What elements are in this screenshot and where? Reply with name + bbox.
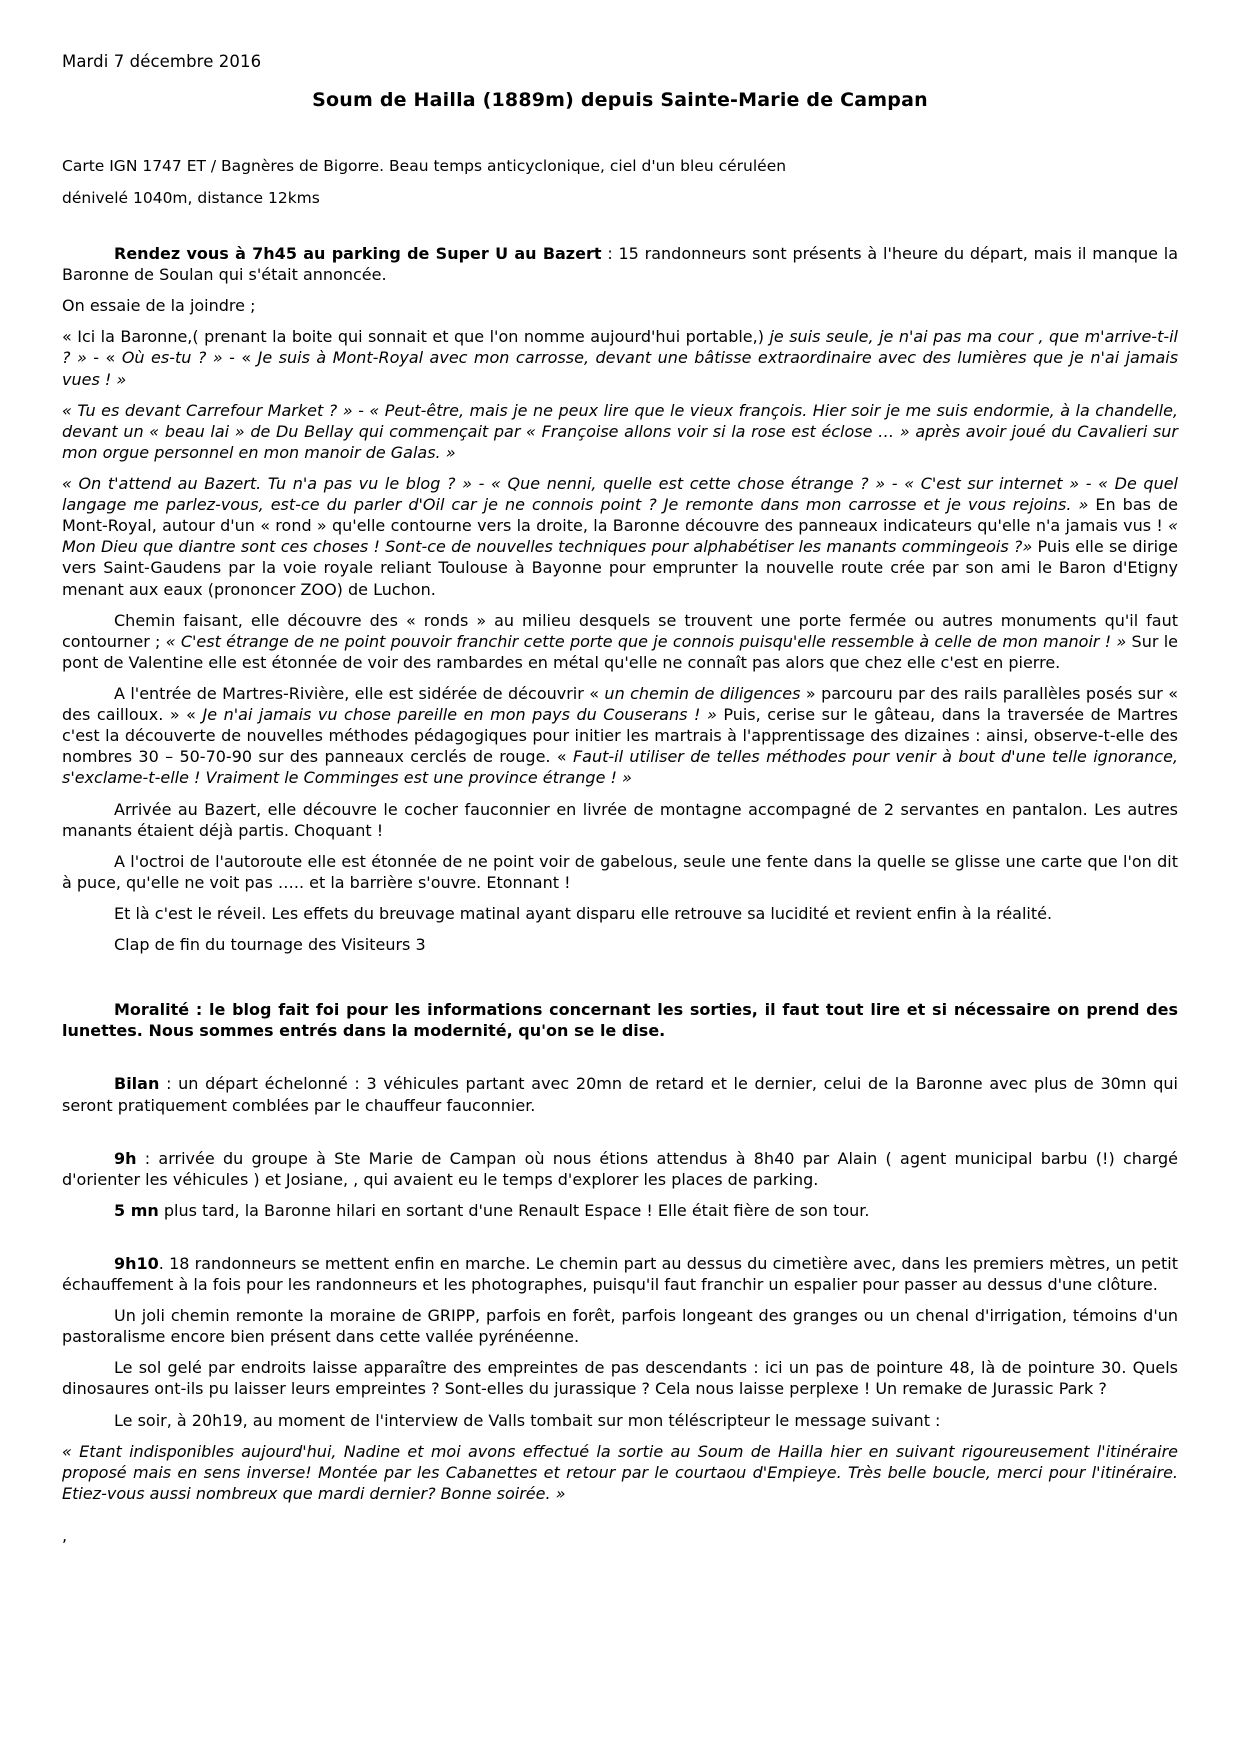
document-date: Mardi 7 décembre 2016 <box>62 52 262 71</box>
dialogue1-c: - « <box>86 348 122 368</box>
paragraph-empreintes: Le sol gelé par endroits laisse apparaître des empreintes de pas descendants : ici un pas de pointure 48, là de pointure 30. Quels dinosaures ont-ils pu laisser leurs empreintes ? Sont-elles du jurassique ? Cela nous laisse perplexe ! Un remake de Jurassic Park ? <box>62 1358 1178 1399</box>
chemin-a: Chemin faisant, elle découvre des « ronds » au milieu desquels se trouvent une porte fermée ou autres monuments qu'il faut contourner ; <box>62 610 1178 651</box>
rendezvous-rest: : 15 randonneurs sont présents à l'heure du départ, mais il manque la Baronne de Soulan qui s'était annoncée. <box>62 244 1179 285</box>
document-meta <box>62 157 1178 207</box>
paragraph-joindre: On essaie de la joindre ; <box>62 296 256 316</box>
moralite-rest: : le blog fait foi pour les informations concernant les sorties, il faut tout lire et si nécessaire on prend des lunettes. Nous sommes entrés dans la modernité, qu'on se le dise. <box>62 1000 1178 1041</box>
paragraph-martres <box>62 683 1178 789</box>
paragraph-telescripteur: Le soir, à 20h19, au moment de l'interview de Valls tombait sur mon téléscripteur le message suivant : <box>114 1410 941 1430</box>
rendezvous-lead: Rendez vous à 7h45 au parking de Super U au Bazert <box>114 244 602 263</box>
paragraph-reveil: Et là c'est le réveil. Les effets du breuvage matinal ayant disparu elle retrouve sa lucidité et revient enfin à la réalité. <box>114 903 1053 923</box>
document-title: Soum de Hailla (1889m) depuis Sainte-Marie de Campan <box>312 89 928 111</box>
trailing-comma: , <box>62 1526 68 1546</box>
dialogue1-a: « Ici la Baronne,( prenant la boite qui sonnait et que l'on nomme aujourd'hui portable,) <box>62 327 770 347</box>
time-9h10-lead: 9h10 <box>114 1253 159 1273</box>
paragraph-rendezvous <box>62 243 1178 285</box>
time-9h-lead: 9h <box>114 1148 137 1168</box>
bilan-lead: Bilan <box>114 1074 160 1094</box>
martres-f: Faut-il utiliser de telles méthodes pour venir à bout d'une telle ignorance, s'exclame-t-elle ! Vraiment le Comminges est une province étrange ! » <box>62 747 1179 788</box>
paragraph-moralite <box>62 999 1178 1041</box>
time-9h10-rest: . 18 randonneurs se mettent enfin en marche. Le chemin part au dessus du cimetière avec, dans les premiers mètres, un petit échauffement à la fois pour les randonneurs et les photographes, puisqu'il faut franchir un espalier pour passer au dessus d'une clôture. <box>62 1253 1178 1295</box>
paragraph-octroi: A l'octroi de l'autoroute elle est étonnée de ne point voir de gabelous, seule une fente dans la quelle se glisse une carte que l'on dit à puce, qu'elle ne voit pas ….. et la barrière s'ouvre. Etonnant ! <box>62 851 1178 892</box>
moralite-lead: Moralité <box>114 1000 190 1020</box>
time-5mn-lead: 5 mn <box>114 1200 159 1220</box>
spacer-before-9h10 <box>62 1231 1178 1253</box>
spacer-before-bilan <box>62 1051 1178 1073</box>
meta-line-stats: dénivelé 1040m, distance 12kms <box>62 189 320 207</box>
dialogue3-c: « Mon Dieu que diantre sont ces choses ! Sont-ce de nouvelles techniques pour alphabétiser les manants commingeois ?» <box>62 516 1178 557</box>
dialogue1-e: - « <box>222 348 258 368</box>
paragraph-dialogue-3 <box>62 473 1178 600</box>
martres-c: » parcouru par des rails parallèles posés sur « des cailloux. » « <box>62 683 1179 725</box>
paragraph-bilan <box>62 1073 1178 1115</box>
martres-b: un chemin de diligences <box>604 683 801 703</box>
paragraph-5mn <box>62 1200 1178 1221</box>
paragraph-clap-fin: Clap de fin du tournage des Visiteurs 3 <box>114 935 426 955</box>
martres-e: Puis, cerise sur le gâteau, dans la traversée de Martres c'est la découverte de nouvelles méthodes pédagogiques pour initier les martrais à l'apprentissage des dizaines : ainsi, observe-t-elle des nombres 30 – 50-70-90 sur des panneaux cerclés de rouge. « <box>62 705 1178 767</box>
dialogue1-b: je suis seule, je n'ai pas ma cour , que m'arrive-t-il ? » <box>62 327 1178 368</box>
spacer-before-9h <box>62 1126 1178 1148</box>
dialogue3-a: « On t'attend au Bazert. Tu n'a pas vu le blog ? » - « Que nenni, quelle est cette chose étrange ? » - « C'est sur internet » - « De quel langage me parlez-vous, est-ce du parler d'Oil car je ne connois point ? Je remonte dans mon carrosse et je vous rejoins. » <box>62 473 1178 515</box>
paragraph-bazert: Arrivée au Bazert, elle découvre le cocher fauconnier en livrée de montagne accompagné de 2 servantes en pantalon. Les autres manants étaient déjà partis. Choquant ! <box>62 799 1178 840</box>
martres-d: Je n'ai jamais vu chose pareille en mon pays du Couserans ! » <box>202 705 717 725</box>
dialogue3-b: En bas de Mont-Royal, autour d'un « rond » qu'elle contourne vers la droite, la Baronne découvre des panneaux indicateurs qu'elle n'a jamais vus ! <box>62 495 1178 536</box>
paragraph-9h10 <box>62 1253 1178 1295</box>
document-body <box>62 243 1178 1545</box>
bilan-rest: : un départ échelonné : 3 véhicules partant avec 20mn de retard et le dernier, celui de la Baronne avec plus de 30mn qui seront pratiquement comblées par le chauffeur fauconnier. <box>62 1074 1178 1115</box>
dialogue3-d: Puis elle se dirige vers Saint-Gaudens par la voie royale reliant Toulouse à Bayonne pour emprunter la nouvelle route crée par son ami le Baron d'Etigny menant aux eaux (prononcer ZOO) de Luchon. <box>62 537 1179 599</box>
meta-line-map: Carte IGN 1747 ET / Bagnères de Bigorre. Beau temps anticyclonique, ciel d'un bleu céruléen <box>62 157 787 175</box>
martres-a: A l'entrée de Martres-Rivière, elle est sidérée de découvrir « <box>114 683 605 703</box>
chemin-b: « C'est étrange de ne point pouvoir franchir cette porte que je connois puisqu'elle ressemble à celle de mon manoir ! » <box>165 631 1127 651</box>
paragraph-dialogue-2: « Tu es devant Carrefour Market ? » - « Peut-être, mais je ne peux lire que le vieux françois. Hier soir je me suis endormie, à la chandelle, devant un « beau lai » de Du Bellay qui commençait par « Françoise allons voir si la rose est éclose … » après avoir joué du Cavalieri sur mon orgue personnel en mon manoir de Galas. » <box>62 400 1178 462</box>
spacer-before-moralite <box>62 965 1178 999</box>
chemin-c: Sur le pont de Valentine elle est étonnée de voir des rambardes en métal qu'elle ne connaît pas alors que chez elle c'est en pierre. <box>62 631 1178 672</box>
paragraph-9h <box>62 1148 1178 1190</box>
time-5mn-rest: plus tard, la Baronne hilari en sortant d'une Renault Espace ! Elle était fière de son tour. <box>158 1200 870 1220</box>
paragraph-message: « Etant indisponibles aujourd'hui, Nadine et moi avons effectué la sortie au Soum de Hailla hier en suivant rigoureusement l'itinéraire proposé mais en sens inverse! Montée par les Cabanettes et retour par le courtaou d'Empieye. Très belle boucle, merci pour l'itinéraire. Etiez-vous aussi nombreux que mardi dernier? Bonne soirée. » <box>62 1441 1178 1503</box>
time-9h-rest: : arrivée du groupe à Ste Marie de Campan où nous étions attendus à 8h40 par Alain ( agent municipal barbu (!) chargé d'orienter les véhicules ) et Josiane, , qui avaient eu le temps d'explorer les places de parking. <box>62 1148 1178 1189</box>
paragraph-dialogue-1 <box>62 326 1178 389</box>
paragraph-gripp: Un joli chemin remonte la moraine de GRIPP, parfois en forêt, parfois longeant des granges ou un chenal d'irrigation, témoins d'un pastoralisme encore bien présent dans cette vallée pyrénéenne. <box>62 1306 1178 1347</box>
dialogue1-f: Je suis à Mont-Royal avec mon carrosse, devant une bâtisse extraordinaire avec des lumières que je n'ai jamais vues ! » <box>62 348 1179 389</box>
paragraph-chemin-faisant <box>62 610 1178 673</box>
dialogue1-d: Où es-tu ? » <box>121 348 223 368</box>
